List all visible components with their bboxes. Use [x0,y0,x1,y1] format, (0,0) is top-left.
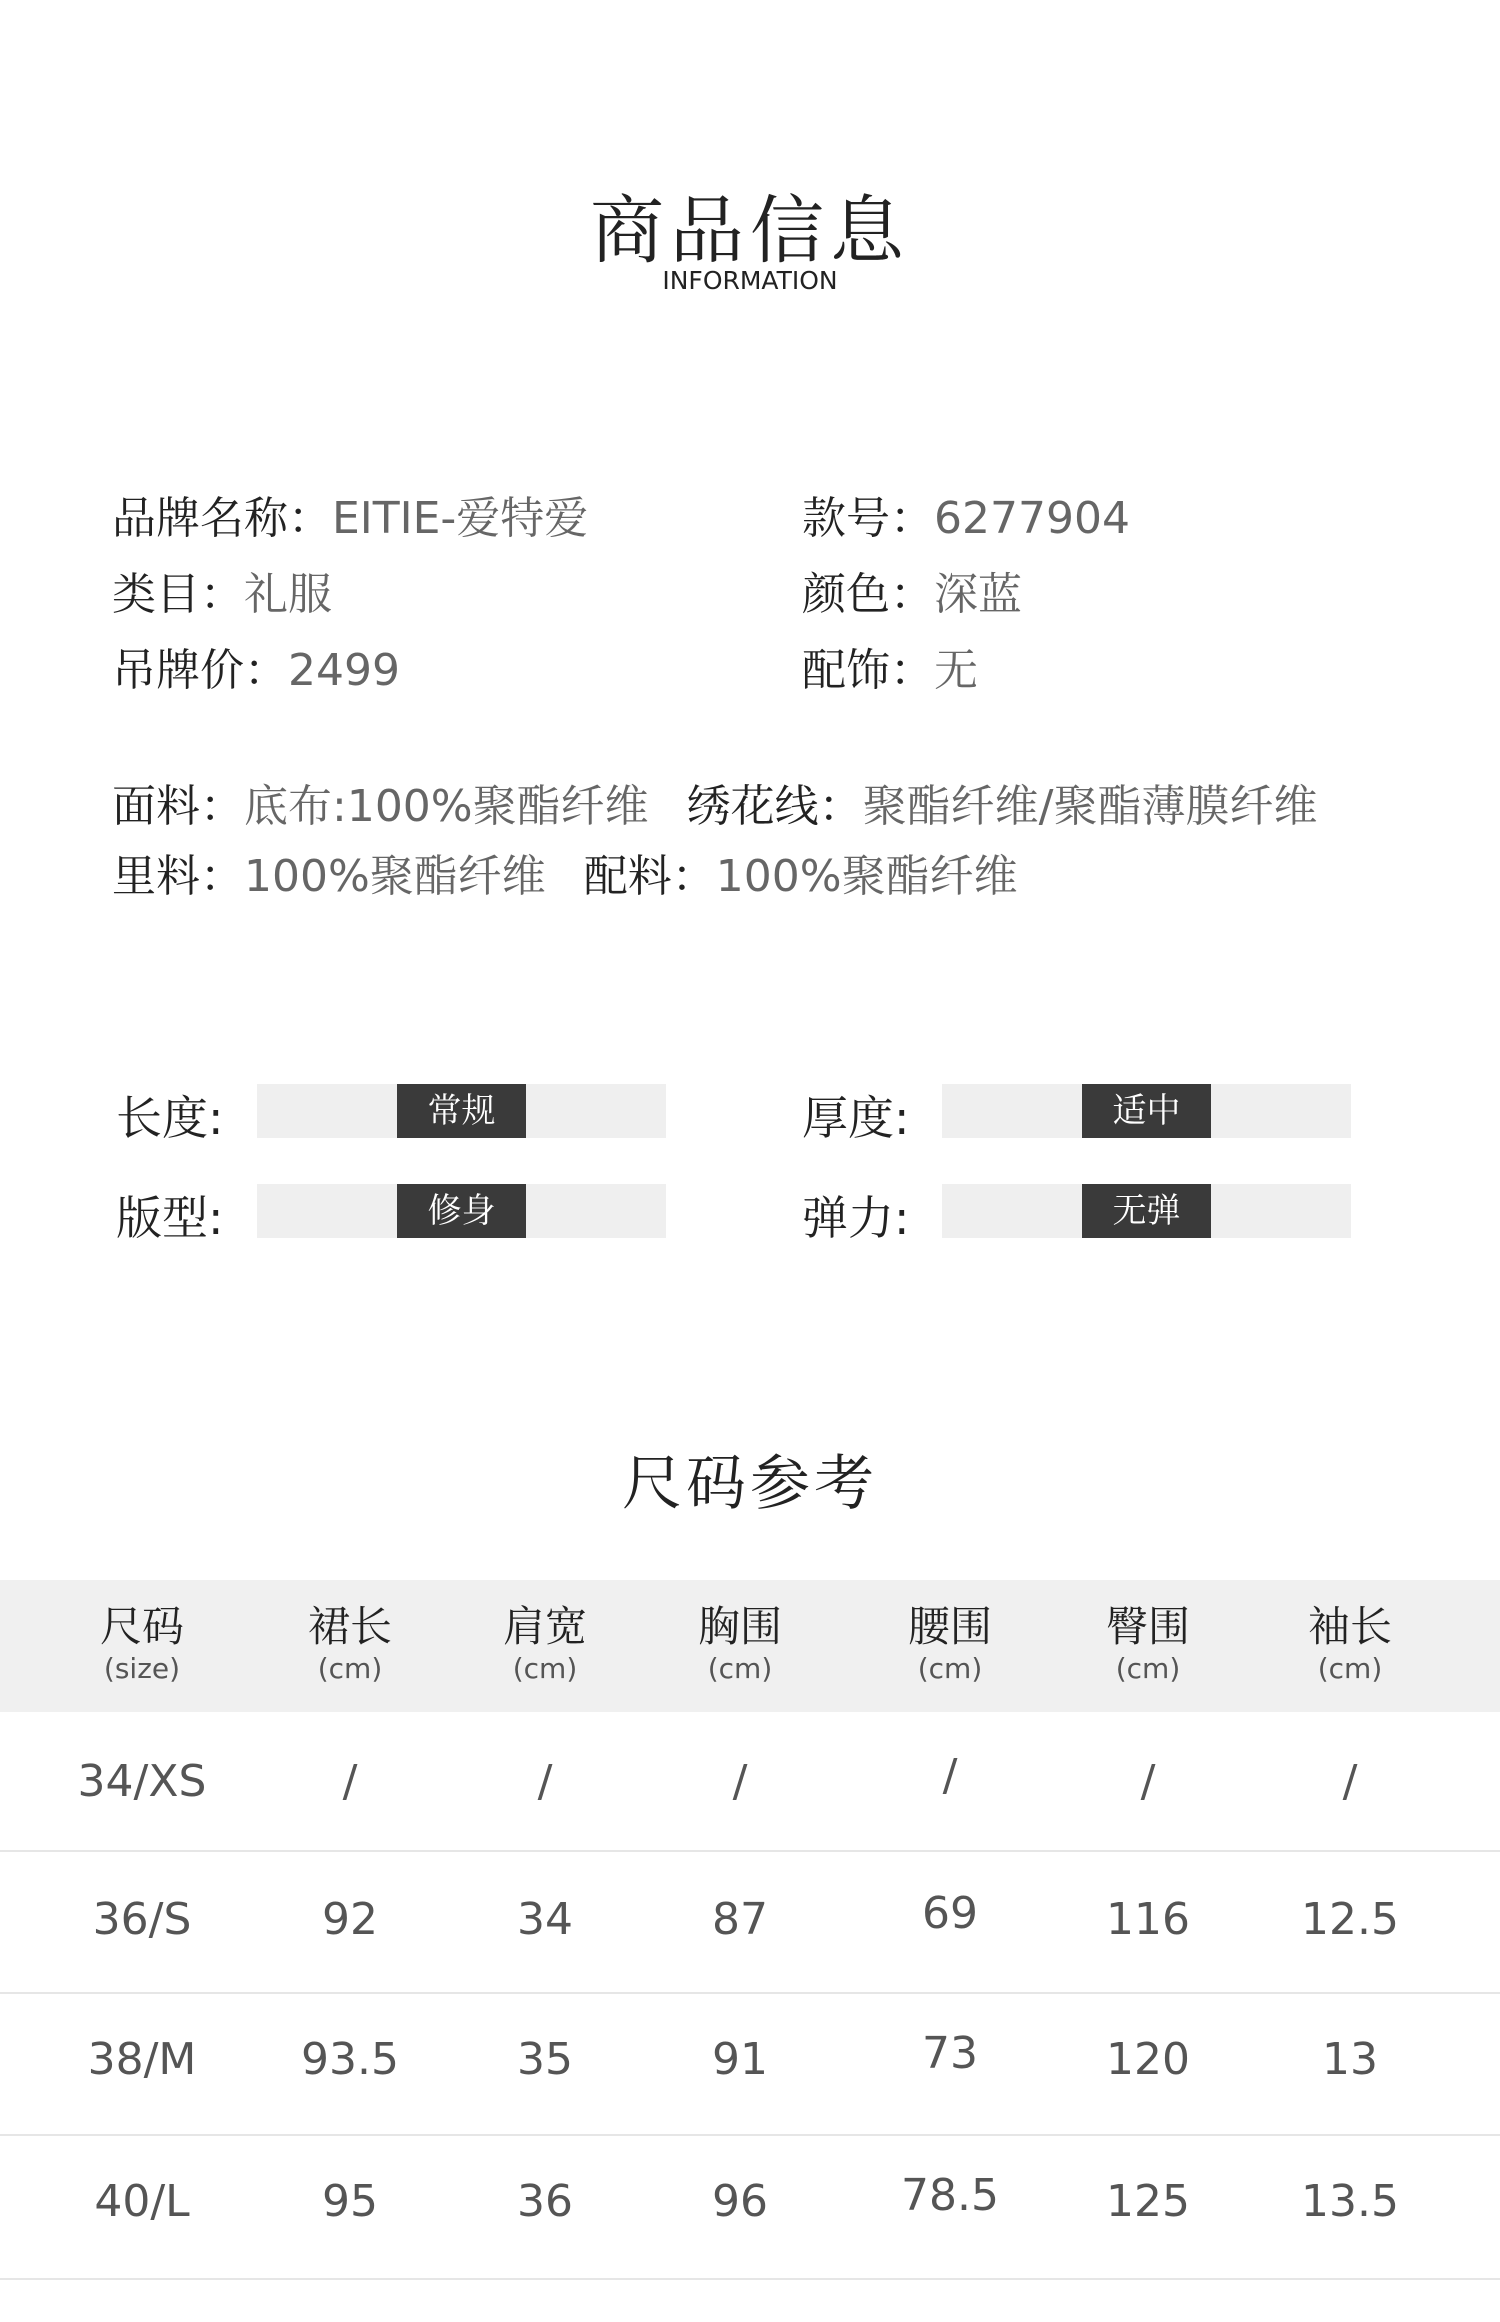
table-cell: / [342,1756,358,1807]
brand-value: EITIE-爱特爱 [332,493,589,544]
lining-value: 100%聚酯纤维 [244,851,546,902]
accessory-row [802,634,978,698]
color-row [802,558,1022,622]
table-row [0,2136,1500,2280]
table-cell: 93.5 [301,2034,399,2085]
table-row [0,1852,1500,1994]
fabric-row [112,770,1317,834]
header-unit: (cm) [317,1652,383,1685]
header-name: 裙长 [307,1602,392,1651]
elasticity-bar [942,1184,1351,1238]
thickness-tag: 适中 [1082,1084,1211,1138]
accessory-value: 无 [934,645,978,696]
price-label: 吊牌价： [112,645,288,696]
category-value: 礼服 [244,569,332,620]
thickness-bar [942,1084,1351,1138]
header-unit: (cm) [707,1652,773,1685]
table-cell: 92 [322,1894,378,1945]
page-subtitle: INFORMATION [662,266,838,295]
header-cell-size [62,1602,222,1686]
lining-row [112,840,1018,904]
table-row [0,1994,1500,2136]
fit-bar [257,1184,666,1238]
category-label: 类目： [112,569,244,620]
header-cell-bust [660,1602,820,1686]
fit-label: 版型: [116,1191,224,1245]
table-cell: 13.5 [1301,2176,1399,2227]
header-unit: (cm) [1115,1652,1181,1685]
elasticity-tag: 无弹 [1082,1184,1211,1238]
table-cell: / [1140,1756,1156,1807]
page-title: 商品信息 [590,188,910,274]
header-name: 臀围 [1105,1602,1190,1651]
accessory-label: 配饰： [802,645,934,696]
header-cell-skirt-length [270,1602,430,1686]
header-unit: (cm) [917,1652,983,1685]
table-cell: / [732,1756,748,1807]
table-cell: 34 [517,1894,573,1945]
table-row [0,1712,1500,1852]
price-value: 2499 [288,645,400,696]
table-cell: 12.5 [1301,1894,1399,1945]
table-cell: 125 [1106,2176,1190,2227]
thickness-label: 厚度: [802,1091,910,1145]
trim-value: 100%聚酯纤维 [715,851,1018,902]
table-cell: 34/XS [77,1756,207,1807]
category-row [112,558,332,622]
header-cell-waist [870,1602,1030,1686]
trim-label: 配料： [583,851,716,902]
table-cell: 87 [712,1894,768,1945]
fit-tag: 修身 [397,1184,526,1238]
header-unit: (cm) [1317,1652,1383,1685]
fabric-value: 底布:100%聚酯纤维 [244,781,649,832]
table-cell: / [1342,1756,1358,1807]
table-cell: 120 [1106,2034,1190,2085]
table-cell: 96 [712,2176,768,2227]
table-cell: 69 [922,1888,978,1939]
price-row [112,634,400,698]
table-cell: 40/L [94,2176,190,2227]
table-cell: / [942,1750,958,1801]
table-cell: 35 [517,2034,573,2085]
header-name: 腰围 [907,1602,992,1651]
header-cell-sleeve [1270,1602,1430,1686]
color-value: 深蓝 [934,569,1022,620]
table-cell: / [537,1756,553,1807]
brand-row [112,482,588,546]
table-cell: 91 [712,2034,768,2085]
lining-label: 里料： [112,851,244,902]
style-number-row [802,482,1130,546]
header-cell-hip [1068,1602,1228,1686]
embroidery-label: 绣花线： [686,781,863,832]
header-name: 袖长 [1307,1602,1392,1651]
embroidery-value: 聚酯纤维/聚酯薄膜纤维 [862,781,1318,832]
header-name: 尺码 [99,1602,184,1651]
table-cell: 36 [517,2176,573,2227]
header-unit: (cm) [512,1652,578,1685]
table-cell: 13 [1322,2034,1378,2085]
table-cell: 78.5 [901,2170,999,2221]
size-chart-title: 尺码参考 [622,1449,878,1519]
fabric-label: 面料： [112,781,244,832]
table-cell: 73 [922,2028,978,2079]
table-cell: 95 [322,2176,378,2227]
header-cell-shoulder [465,1602,625,1686]
style-number-label: 款号： [802,493,934,544]
length-bar [257,1084,666,1138]
header-unit: (size) [103,1652,181,1685]
table-cell: 38/M [87,2034,197,2085]
header-name: 肩宽 [502,1602,587,1651]
elasticity-label: 弹力: [802,1191,910,1245]
brand-label: 品牌名称： [112,493,332,544]
table-cell: 116 [1106,1894,1190,1945]
size-table-header [0,1580,1500,1712]
table-cell: 36/S [92,1894,192,1945]
length-label: 长度: [116,1091,224,1145]
length-tag: 常规 [397,1084,526,1138]
color-label: 颜色： [802,569,934,620]
header-name: 胸围 [697,1602,782,1651]
style-number-value: 6277904 [934,493,1130,544]
